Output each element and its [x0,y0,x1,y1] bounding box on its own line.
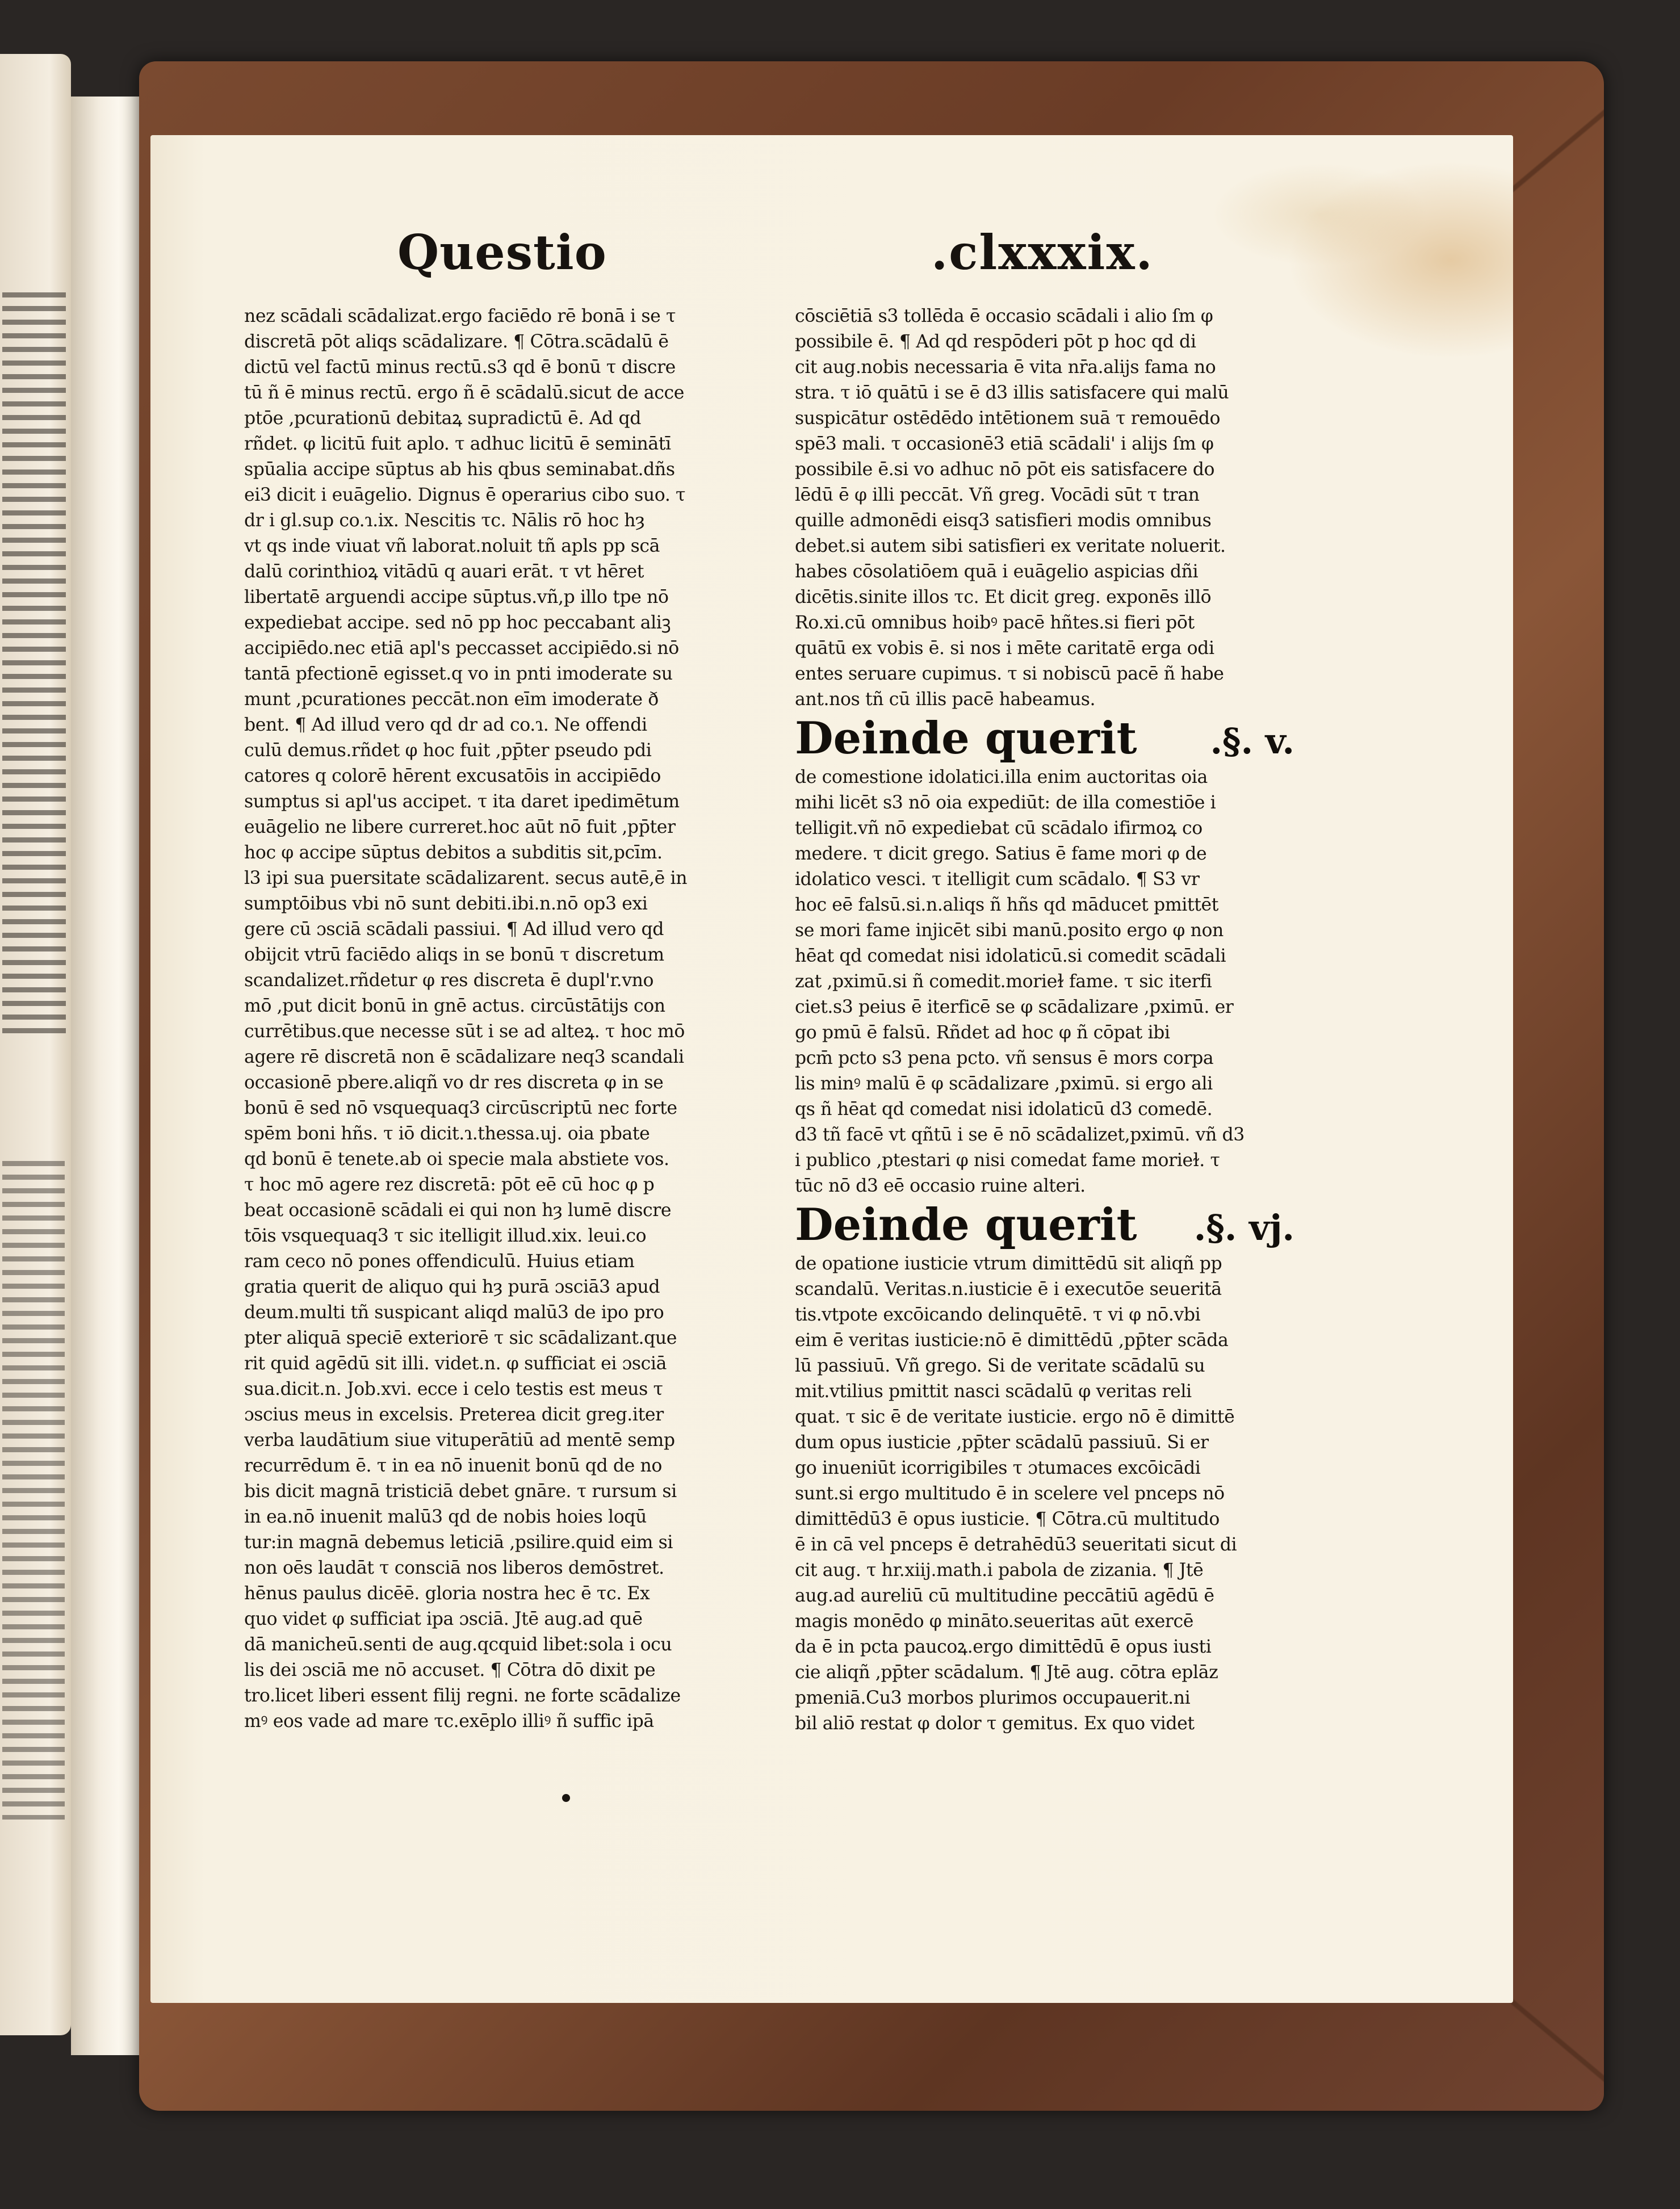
text-line: scandalū. Veritas.n.iusticie ē i executōe seueritā [795,1279,1222,1300]
text-line: culū demus.rñdet φ hoc fuit ,pp̄ter pseudo pdi [244,740,652,761]
text-line: go inueniūt icorrigibiles τ ɔtumaces excōicādi [795,1458,1201,1478]
text-line: cie aliqñ ,pp̄ter scādalum. ¶ Jtē aug. cōtra eplāz [795,1662,1218,1683]
text-line: medere. τ dicit grego. Satius ē fame mori φ de [795,844,1207,864]
text-line: bil aliō restat φ dolor τ gemitus. Ex quo videt [795,1713,1195,1734]
text-line: ɔscius meus in excelsis. Preterea dicit greg.iter [244,1405,664,1425]
text-line: τ hoc mō agere rez discretā: pōt eē cū hoc φ p [244,1175,655,1195]
text-line: sua.dicit.n. Job.xvi. ecce i celo testis est meus τ [244,1379,663,1399]
text-line: rñdet. φ licitū fuit aplo. τ adhuc licitū ē seminātī [244,434,671,454]
text-line: spēm boni hñs. τ iō dicit.ɿ.thessa.uj. oia pbate [244,1124,650,1144]
text-line: lēdū ē φ illi peccāt. Vñ greg. Vocādi sūt τ tran [795,485,1200,505]
text-line: ciet.s3 peius ē iterficē se φ scādalizare ,pximū. er [795,997,1234,1017]
text-line: dicētis.sinite illos τc. Et dicit greg. exponēs illō [795,587,1212,607]
text-line: bis dicit magnā tristiciā debet gnāre. τ rursum si [244,1481,677,1502]
text-line: currētibus.que necesse sūt i se ad alteꝝ. τ hoc mō [244,1021,685,1042]
text-line: go pmū ē falsū. Rñdet ad hoc φ ñ cōpat ibi [795,1022,1170,1043]
facing-page-text-block [2,292,66,1042]
text-line: tantā pfectionē egisset.q vo in pnti imoderate su [244,664,673,684]
text-line: hoc φ accipe sūptus debitos a subditis sit,pcīm. [244,842,663,863]
text-line: agere rē discretā non ē scādalizare neq3 scandali [244,1047,684,1067]
text-line: discretā pōt aliqs scādalizare. ¶ Cōtra.scādalū ē [244,332,669,352]
text-line: dum opus iusticie ,pp̄ter scādalū passiuū. Si er [795,1432,1209,1453]
text-line: idolatico vesci. τ itelligit cum scādalo. ¶ S3 vr [795,869,1200,890]
text-line: expediebat accipe. sed nō pp hoc peccabant aliꝫ [244,613,671,633]
text-line: hēat qd comedat nisi idolaticū.si comedit scādali [795,946,1226,966]
text-line: occasionē pbere.aliqñ vo dr res discreta φ in se [244,1072,664,1093]
text-line: l3 ipi sua puersitate scādalizarent. secus autē,ē in [244,868,688,888]
page-header [397,224,1170,298]
text-line: spē3 mali. τ occasionē3 etiā scādali' i alijs ſm φ [795,434,1214,454]
section-number: .§. v. [1210,720,1294,762]
text-line: se mori fame injicēt sibi manū.posito ergo φ non [795,920,1224,941]
text-line: spūalia accipe sūptus ab his qbus seminabat.dñs [244,459,675,480]
text-line: lis minꝰ malū ē φ scādalizare ,pximū. si ergo ali [795,1074,1213,1094]
text-line: mit.vtilius pmittit nasci scādalū φ veritas reli [795,1381,1192,1402]
text-line: sumptus si apl'us accipet. τ ita daret ipedimētum [244,791,680,812]
running-head: Questio [397,224,607,280]
text-line: verba laudātium siue vituperātiū ad mentē semp [244,1430,675,1451]
section-heading-6 [795,1199,1306,1251]
text-line: de comestione idolatici.illa enim auctoritas oia [795,767,1208,787]
text-column-left [244,304,761,1734]
text-line: gratia querit de aliquo qui hȝ purā ɔsciā3 apud [244,1277,660,1297]
text-line: de opatione iusticie vtrum dimittēdū sit aliqñ pp [795,1254,1222,1274]
text-line: dimittēdū3 ē opus iusticie. ¶ Cōtra.cū multitudo [795,1509,1220,1529]
text-line: debet.si autem sibi satisfieri ex veritate noluerit. [795,536,1226,556]
text-line: euāgelio ne libere curreret.hoc aūt nō fuit ,pp̄ter [244,817,676,837]
text-line: ē in cā vel pnceps ē detrahēdū3 seueritati sicut di [795,1535,1237,1555]
text-line: d3 tñ facē vt qñtū i se ē nō scādalizet,pximū. vñ d3 [795,1125,1245,1145]
section-number: .§. vj. [1193,1207,1294,1248]
text-line: qs ñ hēat qd comedat nisi idolaticū d3 comedē. [795,1099,1213,1120]
text-line: lis dei ɔsciā me nō accuset. ¶ Cōtra dō dixit pe [244,1660,656,1680]
text-line: stra. τ iō quātū i se ē d3 illis satisfacere qui malū [795,383,1229,403]
text-line: ant.nos tñ cū illis pacē habeamus. [795,689,1096,710]
text-line: qd bonū ē tenete.ab oi specie mala abstiete vos. [244,1149,669,1170]
facing-page-left [0,54,71,2035]
text-line: hēnus paulus dicēē. gloria nostra hec ē τc. Ex [244,1583,650,1604]
section-heading-text: Deinde querit [795,712,1137,764]
text-line: vt qs inde viuat vñ laborat.noluit tñ apls pp scā [244,536,660,556]
text-line: sunt.si ergo multitudo ē in scelere vel pnceps nō [795,1483,1225,1504]
text-line: possibile ē. ¶ Ad qd respōderi pōt p hoc qd di [795,332,1196,352]
text-line: pcm̄ pcto s3 pena pcto. vñ sensus ē mors corpa [795,1048,1214,1068]
text-line: entes seruare cupimus. τ si nobiscū pacē ñ habe [795,664,1224,684]
binding-corner-bottom [1507,1970,1604,2106]
text-line: pter aliquā speciē exteriorē τ sic scādalizant.que [244,1328,677,1348]
text-line: in ea.nō inuenit malū3 qd de nobis hoies loqū [244,1507,647,1527]
text-line: recurrēdum ē. τ in ea nō inuenit bonū qd de no [244,1456,662,1476]
text-line: suspicātur ostēdēdo intētionem suā τ remouēdo [795,408,1221,429]
text-line: deum.multi tñ suspicant aliqd malū3 de ipo pro [244,1302,664,1323]
text-line: tūc nō d3 eē occasio ruine alteri. [795,1176,1086,1196]
facing-page-text-block-lower [2,1161,65,1820]
text-line: dictū vel factū minus rectū.s3 qd ē bonū τ discre [244,357,676,378]
text-line: quat. τ sic ē de veritate iusticie. ergo nō ē dimittē [795,1407,1235,1427]
text-line: dr i gl.sup co.ɿ.ix. Nescitis τc. Nālis rō hoc hȝ [244,510,645,531]
text-line: bent. ¶ Ad illud vero qd dr ad co.ɿ. Ne offendi [244,715,647,735]
text-line: ram ceco nō pones offendiculū. Huius etiam [244,1251,635,1272]
ink-dot [562,1794,570,1802]
text-line: telligit.vñ nō expediebat cū scādalo ifirmoꝝ co [795,818,1203,839]
text-column-right [795,304,1306,1737]
text-line: gere cū ɔsciā scādali passiui. ¶ Ad illud vero qd [244,919,664,940]
section-heading-text: Deinde querit [795,1199,1137,1251]
text-line: tur:in magnā debemus leticiā ,psilire.quid eim si [244,1532,673,1553]
text-line: catores q colorē hērent excusatōis in accipiēdo [244,766,661,786]
text-line: eim ē veritas iusticie:nō ē dimittēdū ,pp̄ter scāda [795,1330,1229,1351]
text-line: accipiēdo.nec etiā apl's peccasset accipiēdo.si nō [244,638,679,659]
text-line: nez scādali scādalizat.ergo faciēdo rē bonā i se τ [244,306,676,326]
text-line: quātū ex vobis ē. si nos i mēte caritatē erga odi [795,638,1214,659]
text-line: cōsciētiā s3 tollēda ē occasio scādali i alio ſm φ [795,306,1213,326]
section-heading-5 [795,712,1306,765]
text-line: ei3 dicit i euāgelio. Dignus ē operarius cibo suo. τ [244,485,686,505]
text-line: cit aug.nobis necessaria ē vita nr̄a.alijs fama no [795,357,1216,378]
text-line: dalū corinthioꝝ vitādū q auari erāt. τ vt hēret [244,561,644,582]
text-line: Ro.xi.cū omnibus hoibꝰ pacē hñtes.si fieri pōt [795,613,1195,633]
text-line: beat occasionē scādali ei qui non hȝ lumē discre [244,1200,672,1221]
text-line: quille admonēdi eisq3 satisfieri modis omnibus [795,510,1212,531]
text-line: munt ,pcurationes peccāt.non eīm imoderate ð [244,689,659,710]
text-line: tū ñ ē minus rectū. ergo ñ ē scādalū.sicut de acce [244,383,684,403]
text-line: dā manicheū.senti de aug.qcquid libet:sola i ocu [244,1634,672,1655]
text-line: tro.licet liberi essent filij regni. ne forte scādalize [244,1686,681,1706]
text-line: obijcit vtrū faciēdo aliqs in se bonū τ discretum [244,945,664,965]
text-line: mꝰ eos vade ad mare τc.exēplo illiꝰ ñ suffic ipā [244,1711,654,1732]
right-column-paragraph-2 [795,765,1306,1199]
text-line: ptōe ,pcurationū debitaꝝ supradictū ē. Ad qd [244,408,641,429]
text-line: tis.vtpote excōicando delinquētē. τ vi φ nō.vbi [795,1305,1201,1325]
text-line: sumptōibus vbi nō sunt debiti.ibi.n.nō op3 exi [244,894,648,914]
text-line: rit quid agēdū sit illi. videt.n. φ sufficiat ei ɔsciā [244,1353,667,1374]
text-line: lū passiuū. Vñ grego. Si de veritate scādalū su [795,1356,1205,1376]
text-line: libertatē arguendi accipe sūptus.vñ,p illo tpe nō [244,587,669,607]
text-line: tōis vsquequaq3 τ sic itelligit illud.xix. leui.co [244,1226,647,1246]
text-line: bonū ē sed nō vsquequaq3 circūscriptū nec forte [244,1098,677,1118]
text-line: pmeniā.Cu3 morbos plurimos occupauerit.ni [795,1688,1191,1708]
folio-number: .clxxxix. [931,224,1154,280]
text-line: da ē in pcta paucoꝝ.ergo dimittēdū ē opus iusti [795,1637,1212,1657]
text-line: scandalizet.rñdetur φ res discreta ē dupl'r.vno [244,970,654,991]
text-line: possibile ē.si vo adhuc nō pōt eis satisfacere do [795,459,1215,480]
text-line: non oēs laudāt τ consciā nos liberos demōstret. [244,1558,664,1578]
right-column-paragraph-1 [795,304,1306,712]
binding-corner-top [1507,85,1604,221]
text-line: mihi licēt s3 nō oia expediūt: de illa comestiōe i [795,793,1216,813]
right-column-paragraph-3 [795,1251,1306,1737]
text-line: hoc eē falsū.si.n.aliqs ñ hñs qd māducet pmittēt [795,895,1218,915]
text-line: habes cōsolatiōem quā i euāgelio aspicias dñi [795,561,1199,582]
text-line: zat ,pximū.si ñ comedit.morieɫ fame. τ sic iterfi [795,971,1212,992]
text-line: magis monēdo φ mināto.seueritas aūt exercē [795,1611,1193,1632]
text-line: quo videt φ sufficiat ipa ɔsciā. Jtē aug.ad quē [244,1609,643,1629]
page-edges [71,97,150,2055]
text-line: cit aug. τ hr.xiij.math.i pabola de zizania. ¶ Jtē [795,1560,1204,1581]
text-line: i publico ,ptestari φ nisi comedat fame morieɫ. τ [795,1150,1220,1171]
text-line: mō ,put dicit bonū in gnē actus. circūstātijs con [244,996,665,1016]
text-line: aug.ad aureliū cū multitudine peccātiū agēdū ē [795,1586,1214,1606]
